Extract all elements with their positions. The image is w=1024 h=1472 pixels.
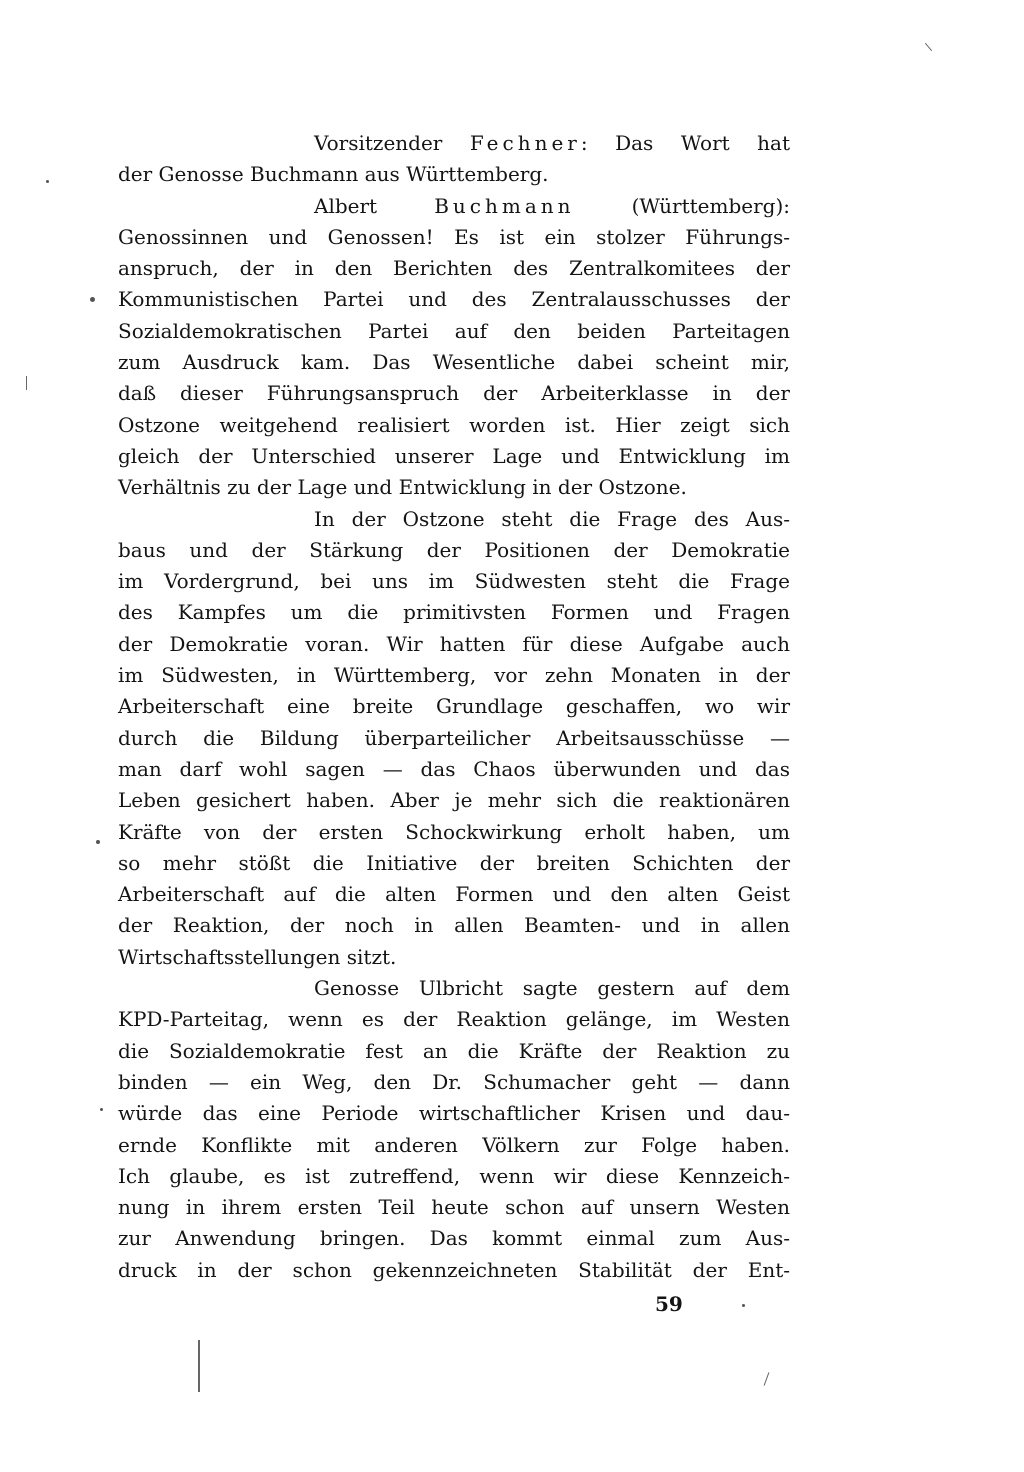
text-line: Kräfte von der ersten Schockwirkung erholt haben, um xyxy=(118,819,790,844)
text-line: Ostzone weitgehend realisiert worden ist. Hier zeigt sich xyxy=(118,412,790,437)
text-line: durch die Bildung überparteilicher Arbeitsausschüsse — xyxy=(118,725,790,750)
scan-speck xyxy=(90,297,95,302)
text-line: baus und der Stärkung der Positionen der Demokratie xyxy=(118,537,790,562)
text-line: daß dieser Führungsanspruch der Arbeiterklasse in der xyxy=(118,381,790,406)
scan-scratch xyxy=(925,43,932,51)
scan-speck xyxy=(100,1108,103,1111)
text-line: Arbeiterschaft auf die alten Formen und den alten Geist xyxy=(118,882,790,907)
scan-speck xyxy=(742,1304,745,1307)
scan-scratch xyxy=(764,1372,770,1385)
body-text xyxy=(118,128,790,1286)
scan-scratch xyxy=(198,1340,200,1392)
text-line: ernde Konflikte mit anderen Völkern zur Folge haben. xyxy=(118,1132,790,1157)
text-line: im Südwesten, in Württemberg, vor zehn Monaten in der xyxy=(118,663,790,688)
text-line: Wirtschaftsstellungen sitzt. xyxy=(118,944,397,969)
scan-speck xyxy=(46,180,49,183)
text-line: Leben gesichert haben. Aber je mehr sich die reaktionären xyxy=(118,788,790,813)
text-line: KPD-Parteitag, wenn es der Reaktion gelänge, im Westen xyxy=(118,1007,790,1032)
text-line: zum Ausdruck kam. Das Wesentliche dabei scheint mir, xyxy=(118,350,790,375)
text-line: die Sozialdemokratie fest an die Kräfte der Reaktion zu xyxy=(118,1038,790,1063)
text-line: Sozialdemokratischen Partei auf den beiden Parteitagen xyxy=(118,318,790,343)
text-line: würde das eine Periode wirtschaftlicher Krisen und dau- xyxy=(118,1101,790,1126)
scan-speck xyxy=(96,840,100,844)
speaker-name-fechner: Fechner xyxy=(469,131,581,155)
text-line: zur Anwendung bringen. Das kommt einmal zum Aus- xyxy=(118,1226,790,1251)
text-line: der Genosse Buchmann aus Württemberg. xyxy=(118,162,549,187)
text-line: Ich glaube, es ist zutreffend, wenn wir diese Kennzeich- xyxy=(118,1163,790,1188)
speaker-name-buchmann: Buchmann xyxy=(434,193,575,218)
text-line: Genossinnen und Genossen! Es ist ein stolzer Führungs- xyxy=(118,224,790,249)
text-line: Arbeiterschaft eine breite Grundlage geschaffen, wo wir xyxy=(118,694,790,719)
text-line: der Demokratie voran. Wir hatten für diese Aufgabe auch xyxy=(118,631,790,656)
text-line: im Vordergrund, bei uns im Südwesten steht die Frage xyxy=(118,569,790,594)
text-line: man darf wohl sagen — das Chaos überwunden und das xyxy=(118,756,790,781)
paragraph-start: Genosse Ulbricht sagte gestern auf dem xyxy=(314,976,790,1001)
paragraph-start: In der Ostzone steht die Frage des Aus- xyxy=(314,506,790,531)
text-line: druck in der schon gekennzeichneten Stabilität der Ent- xyxy=(118,1257,790,1282)
text-line: gleich der Unterschied unserer Lage und Entwicklung im xyxy=(118,443,790,468)
text-line: binden — ein Weg, den Dr. Schumacher geht — dann xyxy=(118,1069,790,1094)
text-line: anspruch, der in den Berichten des Zentralkomitees der xyxy=(118,256,790,281)
text-line: Kommunistischen Partei und des Zentralausschusses der xyxy=(118,287,790,312)
speaker-line-fechner: Vorsitzender Fechner: Das Wort hat xyxy=(314,131,791,155)
speaker-line-buchmann: Albert Buchmann (Württemberg): xyxy=(314,193,791,218)
text-line: des Kampfes um die primitivsten Formen und Fragen xyxy=(118,600,790,625)
text-line: Verhältnis zu der Lage und Entwicklung in der Ostzone. xyxy=(118,475,687,500)
text-line: nung in ihrem ersten Teil heute schon auf unsern Westen xyxy=(118,1195,790,1220)
text-line: der Reaktion, der noch in allen Beamten- und in allen xyxy=(118,913,790,938)
page-number: 59 xyxy=(655,1292,683,1316)
text-line: so mehr stößt die Initiative der breiten Schichten der xyxy=(118,850,790,875)
scan-scratch xyxy=(26,376,27,390)
